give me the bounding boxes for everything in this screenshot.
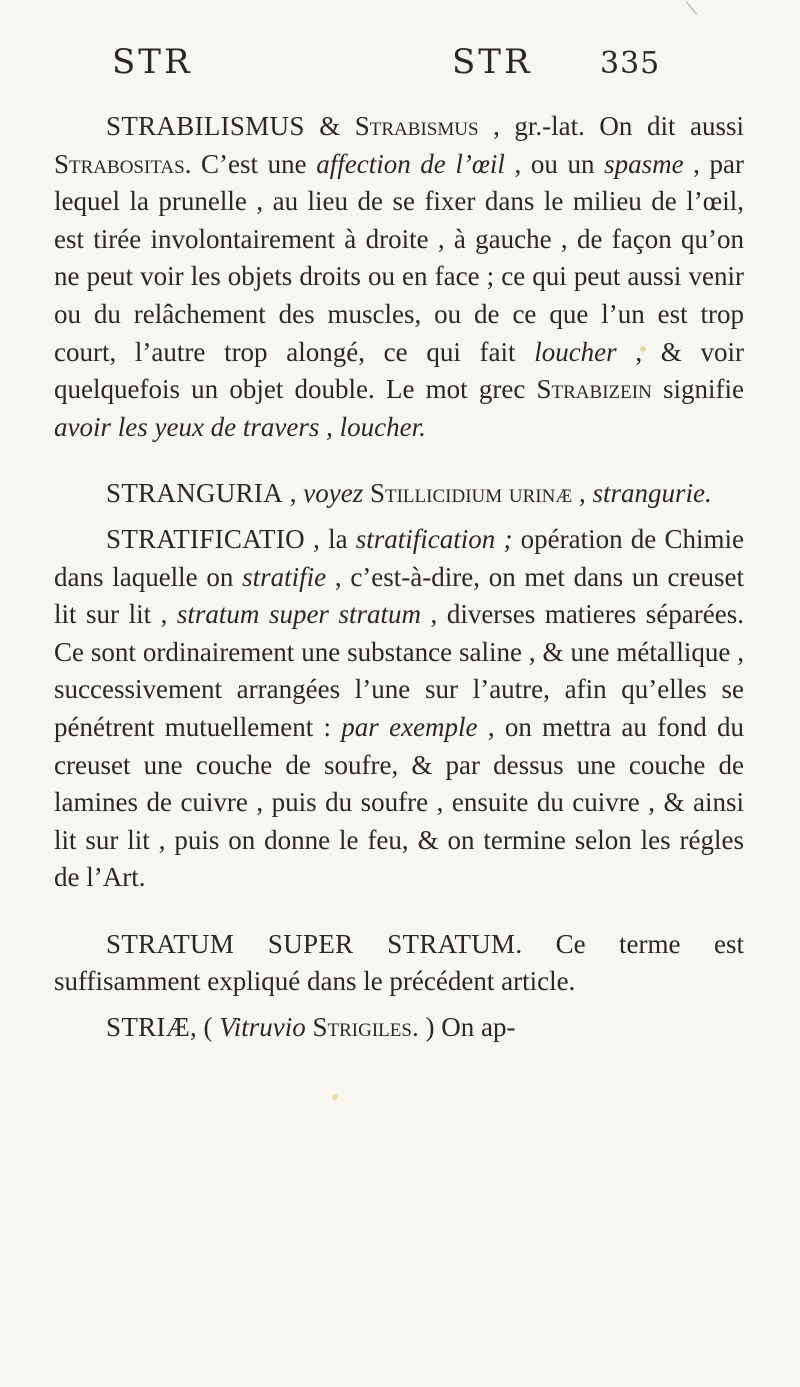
running-header — [112, 42, 712, 92]
header-left: STR — [112, 42, 193, 82]
variant-term: Strabismus — [354, 111, 479, 141]
headword: STRANGURIA — [106, 478, 284, 509]
headword: STRATIFICATIO — [106, 523, 305, 554]
headword: STRABILISMUS — [106, 111, 305, 141]
entry-strabilismus: STRABILISMUS & Strabismus , gr.-lat. On dit aussi Strabositas. C’est une affection de l’œil , ou un spasme , par lequel la prunelle , au lieu de se fixer dans le milieu de l’œil, est tirée involontairement à droite , à gauche , de façon qu’on ne peut voir les objets droits ou en face ; ce qui peut aussi venir ou du relâchement des muscles, ou de ce que l’un est trop court, l’autre trop alongé, ce qui fait loucher , & voir quelquefois un objet double. Le mot grec Strabizein signifie avoir les yeux de travers , loucher. — [54, 111, 745, 442]
entry-stratum-super-stratum: STRATUM SUPER STRATUM. Ce terme est suffisamment expliqué dans le précédent article. — [54, 928, 744, 997]
entry-stratificatio: STRATIFICATIO , la stratification ; opération de Chimie dans laquelle on stratifie , c’est-à-dire, on met dans un creuset lit sur lit , stratum super stratum , diverses matieres séparées. Ce sont ordinairement une substance saline , & une métallique , successivement arrangées l’une sur l’autre, afin qu’elles se pénétrent mutuellement : par exemple , on mettra au fond du creuset une couche de soufre, & par dessus une couche de lamines de cuivre , puis du soufre , ensuite du cuivre , & ainsi lit sur lit , puis on donne le feu, & on termine selon les régles de l’Art. — [54, 523, 745, 893]
header-right: STR — [452, 42, 533, 82]
cross-reference: Stillicidium urinæ — [369, 478, 573, 509]
entry-striae: STRIÆ, ( Vitruvio Strigiles. ) On ap- — [106, 1012, 516, 1043]
headword: STRIÆ — [106, 1012, 191, 1043]
variant-term: Strabositas — [54, 148, 185, 179]
cross-reference: Strigiles — [312, 1012, 412, 1043]
margin-mark — [686, 2, 697, 15]
greek-term: Strabizein — [536, 374, 652, 405]
page-number: 335 — [600, 46, 661, 81]
paper-spot — [332, 1094, 338, 1100]
dictionary-text — [54, 108, 744, 1047]
entry-stranguria: STRANGURIA , voyez Stillicidium urinæ , strangurie. — [106, 478, 712, 509]
headword: STRATUM SUPER STRATUM — [106, 928, 516, 959]
